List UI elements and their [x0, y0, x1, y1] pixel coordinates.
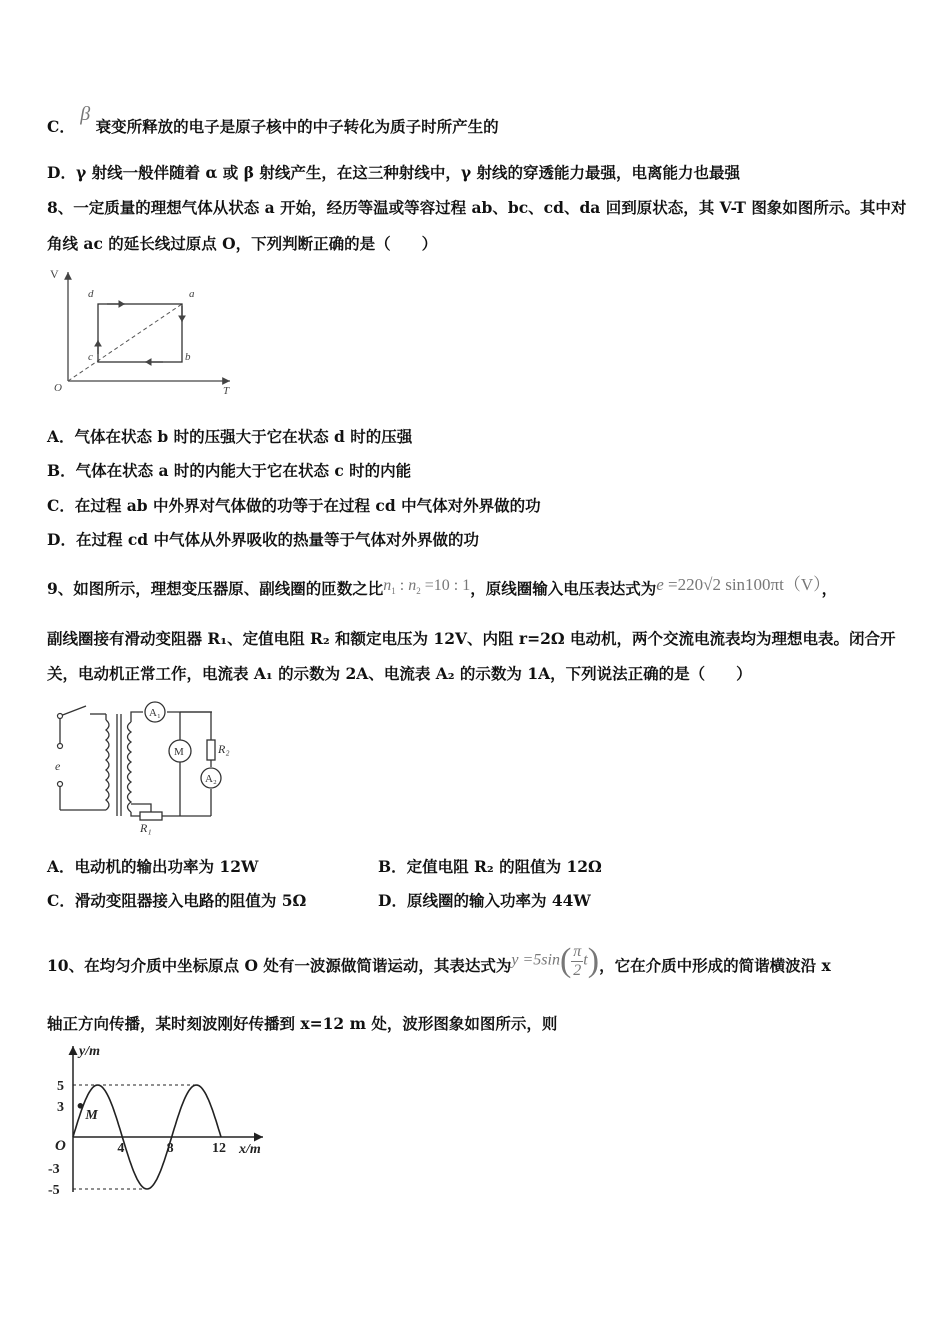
q9-option-a: A．电动机的输出功率为 12W	[47, 857, 259, 876]
y-axis-label: y/m	[79, 1044, 100, 1059]
turns-ratio: $n_1$ : $n_2 =10$ : 1	[383, 577, 471, 597]
q9-stem-line3: 关，电动机正常工作，电流表 A₁ 的示数为 2A、电流表 A₂ 的示数为 1A，下列说法正确的是（ ）	[47, 664, 752, 683]
y-tick-label: 3	[57, 1099, 64, 1115]
q8-option-b: B．气体在状态 a 时的内能大于它在状态 c 时的内能	[47, 461, 412, 480]
x-tick-label: 4	[117, 1141, 125, 1156]
switch-blade	[60, 706, 86, 716]
primary-coil	[106, 720, 109, 810]
q8-stem-line2: 角线 ac 的延长线过原点 O，下列判断正确的是（ ）	[47, 234, 438, 253]
x-tick-label: 12	[212, 1141, 226, 1156]
switch-pivot	[58, 714, 63, 719]
origin-label: O	[55, 1138, 66, 1154]
v-axis-label: V	[50, 267, 59, 281]
source-terminal-bottom	[58, 782, 63, 787]
resistor-r2-label: R₂	[218, 742, 230, 756]
diagonal-dashed	[68, 304, 182, 381]
x-axis-label: x/m	[239, 1142, 261, 1157]
label-c: c	[88, 351, 93, 363]
origin-label: O	[54, 382, 62, 394]
y-tick-label: 5	[57, 1079, 64, 1094]
resistor-r2	[207, 740, 215, 760]
secondary-top-wire	[131, 712, 143, 722]
q9-option-d: D．原线圈的输入功率为 44W	[378, 891, 591, 910]
q8-stem-line1: 8、一定质量的理想气体从状态 a 开始，经历等温或等容过程 ab、bc、cd、da 回到原状态，其 V-T 图象如图所示。其中对	[47, 198, 907, 217]
q9-option-b: B．定值电阻 R₂ 的阻值为 12Ω	[378, 857, 602, 876]
q10-stem-line2: 轴正方向传播，某时刻波刚好传播到 x=12 m 处，波形图象如图所示，则	[47, 1014, 558, 1033]
wave-expression: y =5sin( $\frac{\pi}{2}$ t)	[511, 942, 600, 979]
q8-vt-diagram	[45, 266, 245, 396]
label-b: b	[185, 351, 191, 363]
label-a: a	[189, 288, 195, 300]
source-terminal-top	[58, 744, 63, 749]
q8-option-c: C．在过程 ab 中外界对气体做的功等于在过程 cd 中气体对外界做的功	[47, 496, 541, 515]
y-tick-label: -3	[48, 1162, 60, 1178]
voltage-expression: e =220√2 sin100πt（V）	[656, 575, 822, 594]
q9-stem-line2: 副线圈接有滑动变阻器 R₁、定值电阻 R₂ 和额定电压为 12V、内阻 r=2Ω 电动机，两个交流电流表均为理想电表。闭合开	[47, 629, 896, 648]
q10-wave-chart	[45, 1040, 275, 1195]
source-label-e: e	[55, 759, 61, 773]
x-tick-label: 8	[166, 1141, 174, 1156]
motor-label: M	[174, 746, 184, 758]
ammeter-a1-label: A₁	[149, 707, 161, 719]
secondary-coil	[128, 722, 132, 812]
rheostat-r1-label: R₁	[140, 821, 152, 835]
q7-option-c: C． β 衰变所释放的电子是原子核中的中子转化为质子时所产生的	[47, 103, 499, 136]
beta-symbol: β	[80, 103, 91, 125]
point-m	[78, 1103, 84, 1109]
rheostat-r1	[140, 812, 162, 820]
ammeter-a2-label: A₂	[205, 773, 217, 785]
q9-option-c: C．滑动变阻器接入电路的阻值为 5Ω	[47, 891, 307, 910]
t-axis-label: T	[223, 385, 230, 396]
q10-stem-line1: 10、在均匀介质中坐标原点 O 处有一波源做简谐运动，其表达式为y =5sin( $\frac{\pi}{2}$ t)，它在介质中形成的简谐横波沿 x	[47, 942, 831, 979]
q8-option-a: A．气体在状态 b 时的压强大于它在状态 d 时的压强	[47, 427, 413, 446]
q9-circuit-diagram	[46, 700, 246, 836]
r2-branch-top	[180, 712, 211, 740]
point-m-label: M	[85, 1107, 98, 1123]
q9-stem-line1: 9、如图所示，理想变压器原、副线圈的匝数之比$n_1$ : $n_2 =10$ : 1，原线圈输入电压表达式为e =220√2 sin100πt（V），	[47, 575, 838, 598]
q8-option-d: D．在过程 cd 中气体从外界吸收的热量等于气体对外界做的功	[47, 530, 480, 549]
q7-option-d: D．γ 射线一般伴随着 α 或 β 射线产生，在这三种射线中，γ 射线的穿透能力最强，电离能力也最强	[47, 163, 741, 182]
label-d: d	[88, 288, 94, 300]
y-tick-label: -5	[48, 1183, 60, 1195]
